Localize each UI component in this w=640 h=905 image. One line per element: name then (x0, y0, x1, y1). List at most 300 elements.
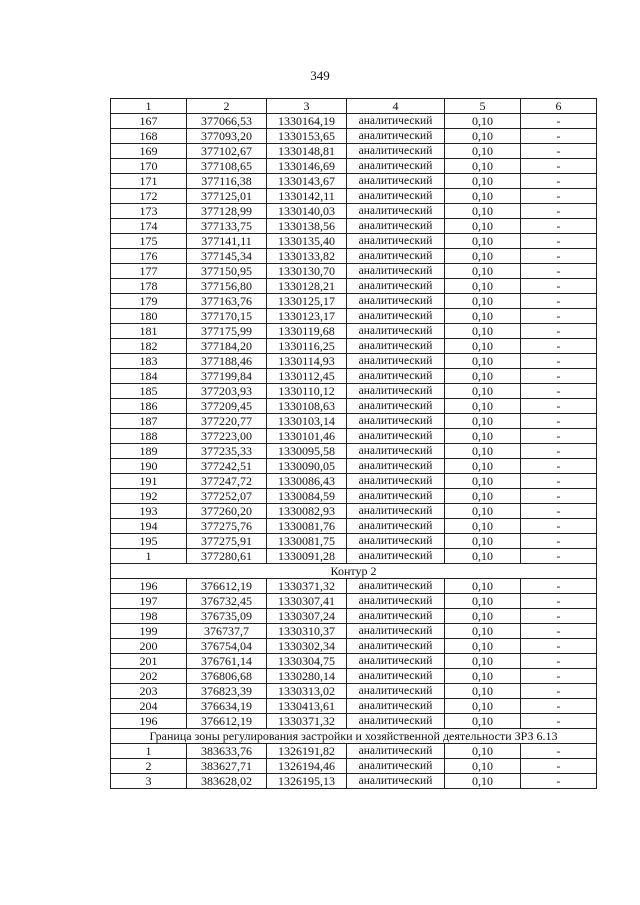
table-row (111, 114, 597, 129)
point-number-cell: 193 (111, 504, 187, 519)
y-coordinate-cell: 1330304,75 (267, 654, 347, 669)
point-number-cell: 197 (111, 594, 187, 609)
accuracy-cell: 0,10 (445, 324, 521, 339)
method-cell: аналитический (347, 114, 445, 129)
method-cell: аналитический (347, 249, 445, 264)
y-coordinate-cell: 1330082,93 (267, 504, 347, 519)
point-number-cell: 174 (111, 219, 187, 234)
table-row (111, 159, 597, 174)
method-cell: аналитический (347, 384, 445, 399)
table-row (111, 714, 597, 729)
accuracy-cell: 0,10 (445, 429, 521, 444)
x-coordinate-cell: 383633,76 (187, 744, 267, 759)
method-cell: аналитический (347, 234, 445, 249)
column-header: 3 (267, 99, 347, 114)
note-cell: - (521, 189, 597, 204)
point-number-cell: 168 (111, 129, 187, 144)
note-cell: - (521, 204, 597, 219)
method-cell: аналитический (347, 429, 445, 444)
method-cell: аналитический (347, 594, 445, 609)
y-coordinate-cell: 1330130,70 (267, 264, 347, 279)
accuracy-cell: 0,10 (445, 654, 521, 669)
table-row (111, 144, 597, 159)
point-number-cell: 181 (111, 324, 187, 339)
accuracy-cell: 0,10 (445, 774, 521, 789)
method-cell: аналитический (347, 189, 445, 204)
accuracy-cell: 0,10 (445, 759, 521, 774)
note-cell: - (521, 279, 597, 294)
table-row (111, 384, 597, 399)
point-number-cell: 200 (111, 639, 187, 654)
y-coordinate-cell: 1330307,41 (267, 594, 347, 609)
note-cell: - (521, 624, 597, 639)
y-coordinate-cell: 1330371,32 (267, 579, 347, 594)
accuracy-cell: 0,10 (445, 294, 521, 309)
accuracy-cell: 0,10 (445, 684, 521, 699)
method-cell: аналитический (347, 324, 445, 339)
column-header: 2 (187, 99, 267, 114)
table-body (111, 114, 597, 789)
method-cell: аналитический (347, 459, 445, 474)
point-number-cell: 188 (111, 429, 187, 444)
table-row (111, 279, 597, 294)
method-cell: аналитический (347, 474, 445, 489)
accuracy-cell: 0,10 (445, 579, 521, 594)
method-cell: аналитический (347, 159, 445, 174)
accuracy-cell: 0,10 (445, 159, 521, 174)
note-cell: - (521, 534, 597, 549)
point-number-cell: 3 (111, 774, 187, 789)
x-coordinate-cell: 376612,19 (187, 714, 267, 729)
note-cell: - (521, 309, 597, 324)
y-coordinate-cell: 1330086,43 (267, 474, 347, 489)
table-row (111, 414, 597, 429)
table-row (111, 609, 597, 624)
table-row (111, 204, 597, 219)
point-number-cell: 196 (111, 714, 187, 729)
method-cell: аналитический (347, 489, 445, 504)
x-coordinate-cell: 377128,99 (187, 204, 267, 219)
x-coordinate-cell: 377209,45 (187, 399, 267, 414)
note-cell: - (521, 324, 597, 339)
x-coordinate-cell: 377156,80 (187, 279, 267, 294)
x-coordinate-cell: 377199,84 (187, 369, 267, 384)
method-cell: аналитический (347, 654, 445, 669)
accuracy-cell: 0,10 (445, 309, 521, 324)
x-coordinate-cell: 383628,02 (187, 774, 267, 789)
point-number-cell: 172 (111, 189, 187, 204)
y-coordinate-cell: 1330081,75 (267, 534, 347, 549)
accuracy-cell: 0,10 (445, 474, 521, 489)
page-number: 349 (310, 68, 330, 83)
point-number-cell: 187 (111, 414, 187, 429)
y-coordinate-cell: 1330164,19 (267, 114, 347, 129)
x-coordinate-cell: 377170,15 (187, 309, 267, 324)
point-number-cell: 198 (111, 609, 187, 624)
x-coordinate-cell: 377175,99 (187, 324, 267, 339)
note-cell: - (521, 669, 597, 684)
point-number-cell: 170 (111, 159, 187, 174)
method-cell: аналитический (347, 444, 445, 459)
note-cell: - (521, 699, 597, 714)
table-row (111, 774, 597, 789)
table-row (111, 684, 597, 699)
table-row (111, 579, 597, 594)
x-coordinate-cell: 377260,20 (187, 504, 267, 519)
x-coordinate-cell: 377066,53 (187, 114, 267, 129)
method-cell: аналитический (347, 204, 445, 219)
point-number-cell: 178 (111, 279, 187, 294)
x-coordinate-cell: 377133,75 (187, 219, 267, 234)
point-number-cell: 1 (111, 549, 187, 564)
method-cell: аналитический (347, 609, 445, 624)
note-cell: - (521, 519, 597, 534)
x-coordinate-cell: 377247,72 (187, 474, 267, 489)
table-row (111, 399, 597, 414)
note-cell: - (521, 294, 597, 309)
column-header: 5 (445, 99, 521, 114)
method-cell: аналитический (347, 549, 445, 564)
y-coordinate-cell: 1330371,32 (267, 714, 347, 729)
accuracy-cell: 0,10 (445, 144, 521, 159)
method-cell: аналитический (347, 369, 445, 384)
note-cell: - (521, 174, 597, 189)
accuracy-cell: 0,10 (445, 384, 521, 399)
accuracy-cell: 0,10 (445, 354, 521, 369)
y-coordinate-cell: 1330116,25 (267, 339, 347, 354)
column-header: 6 (521, 99, 597, 114)
y-coordinate-cell: 1330128,21 (267, 279, 347, 294)
point-number-cell: 175 (111, 234, 187, 249)
y-coordinate-cell: 1330103,14 (267, 414, 347, 429)
method-cell: аналитический (347, 144, 445, 159)
point-number-cell: 204 (111, 699, 187, 714)
x-coordinate-cell: 377275,76 (187, 519, 267, 534)
accuracy-cell: 0,10 (445, 174, 521, 189)
y-coordinate-cell: 1330123,17 (267, 309, 347, 324)
table-row (111, 174, 597, 189)
y-coordinate-cell: 1330302,34 (267, 639, 347, 654)
method-cell: аналитический (347, 669, 445, 684)
y-coordinate-cell: 1330133,82 (267, 249, 347, 264)
y-coordinate-cell: 1330112,45 (267, 369, 347, 384)
note-cell: - (521, 684, 597, 699)
note-cell: - (521, 219, 597, 234)
accuracy-cell: 0,10 (445, 699, 521, 714)
x-coordinate-cell: 377125,01 (187, 189, 267, 204)
method-cell: аналитический (347, 414, 445, 429)
y-coordinate-cell: 1330138,56 (267, 219, 347, 234)
note-cell: - (521, 144, 597, 159)
table-row (111, 429, 597, 444)
method-cell: аналитический (347, 339, 445, 354)
point-number-cell: 179 (111, 294, 187, 309)
point-number-cell: 177 (111, 264, 187, 279)
x-coordinate-cell: 377280,61 (187, 549, 267, 564)
y-coordinate-cell: 1326194,46 (267, 759, 347, 774)
table-row (111, 489, 597, 504)
y-coordinate-cell: 1330090,05 (267, 459, 347, 474)
accuracy-cell: 0,10 (445, 444, 521, 459)
method-cell: аналитический (347, 219, 445, 234)
method-cell: аналитический (347, 129, 445, 144)
y-coordinate-cell: 1330307,24 (267, 609, 347, 624)
note-cell: - (521, 444, 597, 459)
note-cell: - (521, 504, 597, 519)
point-number-cell: 1 (111, 744, 187, 759)
method-cell: аналитический (347, 279, 445, 294)
note-cell: - (521, 369, 597, 384)
x-coordinate-cell: 377188,46 (187, 354, 267, 369)
y-coordinate-cell: 1330101,46 (267, 429, 347, 444)
accuracy-cell: 0,10 (445, 609, 521, 624)
y-coordinate-cell: 1330310,37 (267, 624, 347, 639)
note-cell: - (521, 609, 597, 624)
y-coordinate-cell: 1330313,02 (267, 684, 347, 699)
table-row (111, 294, 597, 309)
note-cell: - (521, 744, 597, 759)
x-coordinate-cell: 377116,38 (187, 174, 267, 189)
note-cell: - (521, 714, 597, 729)
y-coordinate-cell: 1330114,93 (267, 354, 347, 369)
y-coordinate-cell: 1330095,58 (267, 444, 347, 459)
accuracy-cell: 0,10 (445, 414, 521, 429)
table-row (111, 444, 597, 459)
point-number-cell: 189 (111, 444, 187, 459)
note-cell: - (521, 429, 597, 444)
y-coordinate-cell: 1330081,76 (267, 519, 347, 534)
accuracy-cell: 0,10 (445, 129, 521, 144)
x-coordinate-cell: 377220,77 (187, 414, 267, 429)
accuracy-cell: 0,10 (445, 204, 521, 219)
section-title-row (111, 729, 597, 744)
method-cell: аналитический (347, 504, 445, 519)
point-number-cell: 195 (111, 534, 187, 549)
column-header: 4 (347, 99, 445, 114)
table-row (111, 339, 597, 354)
table-row (111, 534, 597, 549)
x-coordinate-cell: 376612,19 (187, 579, 267, 594)
point-number-cell: 192 (111, 489, 187, 504)
x-coordinate-cell: 376732,45 (187, 594, 267, 609)
method-cell: аналитический (347, 354, 445, 369)
note-cell: - (521, 159, 597, 174)
y-coordinate-cell: 1330280,14 (267, 669, 347, 684)
note-cell: - (521, 264, 597, 279)
y-coordinate-cell: 1330110,12 (267, 384, 347, 399)
x-coordinate-cell: 377093,20 (187, 129, 267, 144)
x-coordinate-cell: 377102,67 (187, 144, 267, 159)
method-cell: аналитический (347, 699, 445, 714)
accuracy-cell: 0,10 (445, 639, 521, 654)
note-cell: - (521, 129, 597, 144)
table-row (111, 189, 597, 204)
accuracy-cell: 0,10 (445, 234, 521, 249)
point-number-cell: 202 (111, 669, 187, 684)
table-row (111, 549, 597, 564)
y-coordinate-cell: 1330153,65 (267, 129, 347, 144)
accuracy-cell: 0,10 (445, 249, 521, 264)
note-cell: - (521, 489, 597, 504)
table-row (111, 249, 597, 264)
note-cell: - (521, 114, 597, 129)
method-cell: аналитический (347, 714, 445, 729)
table-row (111, 219, 597, 234)
x-coordinate-cell: 377242,51 (187, 459, 267, 474)
coordinates-table (110, 98, 597, 789)
table-row (111, 129, 597, 144)
x-coordinate-cell: 377150,95 (187, 264, 267, 279)
y-coordinate-cell: 1326195,13 (267, 774, 347, 789)
method-cell: аналитический (347, 174, 445, 189)
table-row (111, 369, 597, 384)
table-row (111, 354, 597, 369)
table-row (111, 264, 597, 279)
x-coordinate-cell: 376823,39 (187, 684, 267, 699)
point-number-cell: 184 (111, 369, 187, 384)
y-coordinate-cell: 1330108,63 (267, 399, 347, 414)
method-cell: аналитический (347, 534, 445, 549)
accuracy-cell: 0,10 (445, 534, 521, 549)
accuracy-cell: 0,10 (445, 114, 521, 129)
accuracy-cell: 0,10 (445, 339, 521, 354)
table-row (111, 474, 597, 489)
note-cell: - (521, 774, 597, 789)
x-coordinate-cell: 377223,00 (187, 429, 267, 444)
x-coordinate-cell: 376737,7 (187, 624, 267, 639)
y-coordinate-cell: 1330084,59 (267, 489, 347, 504)
x-coordinate-cell: 376634,19 (187, 699, 267, 714)
y-coordinate-cell: 1330146,69 (267, 159, 347, 174)
point-number-cell: 176 (111, 249, 187, 264)
y-coordinate-cell: 1330125,17 (267, 294, 347, 309)
table-row (111, 669, 597, 684)
y-coordinate-cell: 1330135,40 (267, 234, 347, 249)
x-coordinate-cell: 377141,11 (187, 234, 267, 249)
accuracy-cell: 0,10 (445, 264, 521, 279)
y-coordinate-cell: 1330143,67 (267, 174, 347, 189)
note-cell: - (521, 249, 597, 264)
x-coordinate-cell: 376761,14 (187, 654, 267, 669)
accuracy-cell: 0,10 (445, 594, 521, 609)
table-row (111, 624, 597, 639)
y-coordinate-cell: 1330140,03 (267, 204, 347, 219)
table-row (111, 744, 597, 759)
note-cell: - (521, 654, 597, 669)
point-number-cell: 180 (111, 309, 187, 324)
table-row (111, 594, 597, 609)
table-header-row (111, 99, 597, 114)
accuracy-cell: 0,10 (445, 669, 521, 684)
table-row (111, 654, 597, 669)
y-coordinate-cell: 1330148,81 (267, 144, 347, 159)
note-cell: - (521, 354, 597, 369)
y-coordinate-cell: 1330119,68 (267, 324, 347, 339)
method-cell: аналитический (347, 399, 445, 414)
table-row (111, 234, 597, 249)
accuracy-cell: 0,10 (445, 459, 521, 474)
y-coordinate-cell: 1330142,11 (267, 189, 347, 204)
accuracy-cell: 0,10 (445, 519, 521, 534)
method-cell: аналитический (347, 624, 445, 639)
point-number-cell: 171 (111, 174, 187, 189)
accuracy-cell: 0,10 (445, 504, 521, 519)
y-coordinate-cell: 1330413,61 (267, 699, 347, 714)
note-cell: - (521, 549, 597, 564)
x-coordinate-cell: 377145,34 (187, 249, 267, 264)
x-coordinate-cell: 377203,93 (187, 384, 267, 399)
x-coordinate-cell: 377275,91 (187, 534, 267, 549)
point-number-cell: 201 (111, 654, 187, 669)
table-row (111, 699, 597, 714)
table-row (111, 639, 597, 654)
point-number-cell: 199 (111, 624, 187, 639)
note-cell: - (521, 339, 597, 354)
table-row (111, 759, 597, 774)
accuracy-cell: 0,10 (445, 369, 521, 384)
x-coordinate-cell: 377108,65 (187, 159, 267, 174)
x-coordinate-cell: 377235,33 (187, 444, 267, 459)
point-number-cell: 190 (111, 459, 187, 474)
method-cell: аналитический (347, 759, 445, 774)
section-title-row (111, 564, 597, 579)
section-title: Контур 2 (111, 564, 597, 579)
accuracy-cell: 0,10 (445, 489, 521, 504)
accuracy-cell: 0,10 (445, 714, 521, 729)
accuracy-cell: 0,10 (445, 189, 521, 204)
note-cell: - (521, 474, 597, 489)
point-number-cell: 183 (111, 354, 187, 369)
point-number-cell: 186 (111, 399, 187, 414)
accuracy-cell: 0,10 (445, 744, 521, 759)
method-cell: аналитический (347, 264, 445, 279)
note-cell: - (521, 459, 597, 474)
point-number-cell: 182 (111, 339, 187, 354)
x-coordinate-cell: 376806,68 (187, 669, 267, 684)
note-cell: - (521, 639, 597, 654)
x-coordinate-cell: 377163,76 (187, 294, 267, 309)
method-cell: аналитический (347, 774, 445, 789)
method-cell: аналитический (347, 309, 445, 324)
note-cell: - (521, 759, 597, 774)
note-cell: - (521, 414, 597, 429)
table-row (111, 504, 597, 519)
note-cell: - (521, 399, 597, 414)
note-cell: - (521, 579, 597, 594)
accuracy-cell: 0,10 (445, 399, 521, 414)
table-row (111, 324, 597, 339)
point-number-cell: 167 (111, 114, 187, 129)
x-coordinate-cell: 377252,07 (187, 489, 267, 504)
method-cell: аналитический (347, 744, 445, 759)
note-cell: - (521, 234, 597, 249)
point-number-cell: 185 (111, 384, 187, 399)
point-number-cell: 196 (111, 579, 187, 594)
section-title: Граница зоны регулирования застройки и хозяйственной деятельности ЗРЗ 6.13 (111, 729, 597, 744)
method-cell: аналитический (347, 519, 445, 534)
x-coordinate-cell: 383627,71 (187, 759, 267, 774)
column-header: 1 (111, 99, 187, 114)
accuracy-cell: 0,10 (445, 624, 521, 639)
method-cell: аналитический (347, 684, 445, 699)
method-cell: аналитический (347, 639, 445, 654)
note-cell: - (521, 594, 597, 609)
table-row (111, 309, 597, 324)
table-row (111, 459, 597, 474)
method-cell: аналитический (347, 294, 445, 309)
y-coordinate-cell: 1330091,28 (267, 549, 347, 564)
x-coordinate-cell: 376735,09 (187, 609, 267, 624)
